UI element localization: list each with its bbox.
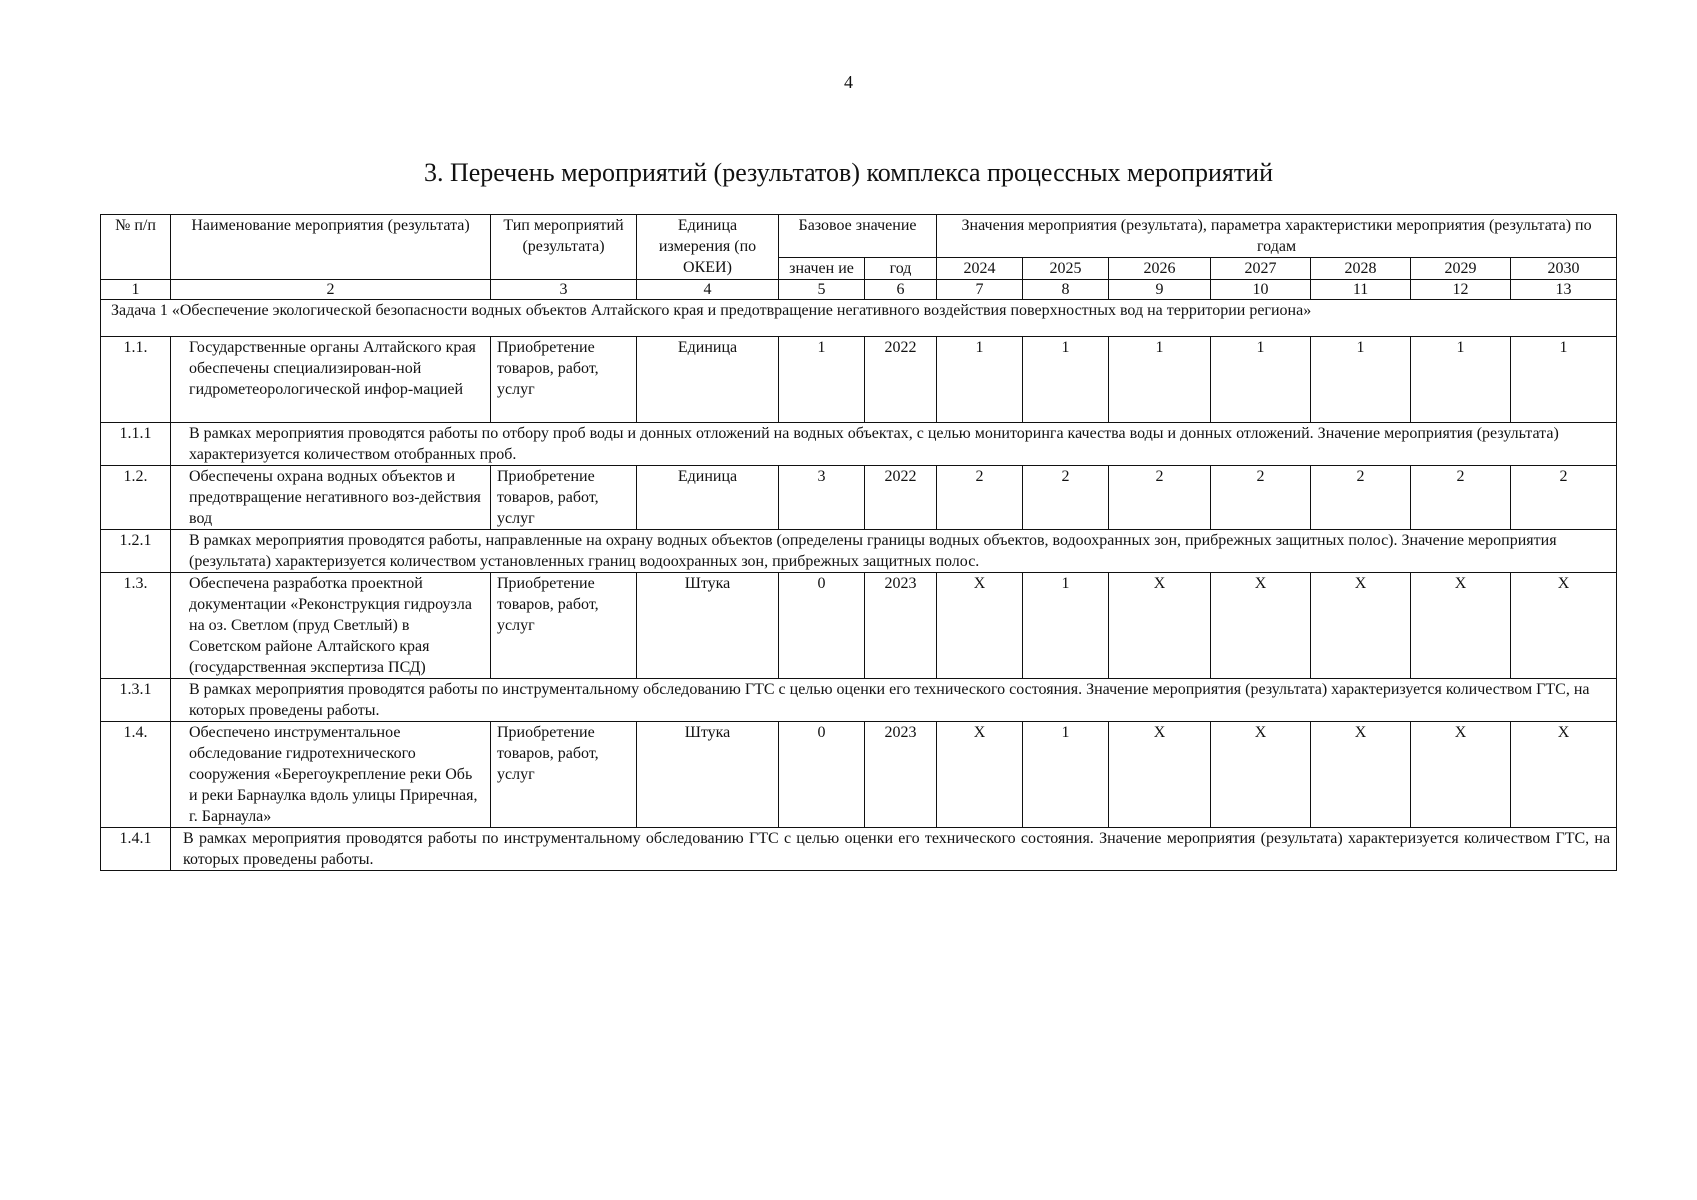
row-num: 1.4. [101,722,171,828]
row-value: Х [1211,722,1311,828]
row-value: 1 [1411,337,1511,423]
column-number: 2 [171,280,491,300]
row-unit: Штука [637,573,779,679]
description-text: В рамках мероприятия проводятся работы по инструментальному обследованию ГТС с целью оценки его технического состояния. Значение мероприятия (результата) характеризуется количеством ГТС, на которых проведены работы. [171,828,1617,871]
row-base-value: 0 [779,722,865,828]
header-num: № п/п [101,215,171,280]
row-value: 2 [1511,466,1617,530]
column-number: 10 [1211,280,1311,300]
description-num: 1.4.1 [101,828,171,871]
column-number-row [101,280,1617,300]
row-value: Х [1109,573,1211,679]
row-value: Х [1411,722,1511,828]
description-num: 1.1.1 [101,423,171,466]
header-base-year: год [865,258,937,280]
document-title: 3. Перечень мероприятий (результатов) комплекса процессных мероприятий [423,158,1274,187]
header-row-1 [101,215,1617,258]
row-type: Приобретение товаров, работ, услуг [491,722,637,828]
task-row [101,300,1617,337]
header-year: 2024 [937,258,1023,280]
header-year: 2026 [1109,258,1211,280]
row-base-value: 1 [779,337,865,423]
description-text: В рамках мероприятия проводятся работы по отбору проб воды и донных отложений на водных объектах, с целью мониторинга качества воды и донных отложений. Значение мероприятия (результата) характеризуется количеством отобранных проб. [171,423,1617,466]
row-num: 1.1. [101,337,171,423]
row-base-year: 2023 [865,573,937,679]
row-unit: Единица [637,466,779,530]
row-base-year: 2022 [865,466,937,530]
table-row [101,337,1617,423]
row-type: Приобретение товаров, работ, услуг [491,573,637,679]
row-value: 1 [1023,337,1109,423]
row-value: 2 [1023,466,1109,530]
row-value: 1 [1211,337,1311,423]
row-value: Х [1511,722,1617,828]
table-row [101,466,1617,530]
description-text: В рамках мероприятия проводятся работы, направленные на охрану водных объектов (определены границы водных объектов, водоохранных зон, прибрежных защитных полос). Значение мероприятия (результата) характеризуется количеством установленных границ водоохранных зон, прибрежных защитных полос. [171,530,1617,573]
row-name: Обеспечено инструментальное обследование гидротехнического сооружения «Берегоукрепление реки Обь и реки Барнаулка вдоль улицы Приречная, г. Барнаула» [171,722,491,828]
column-number: 8 [1023,280,1109,300]
table-row [101,573,1617,679]
row-value: 1 [1311,337,1411,423]
row-name: Обеспечены охрана водных объектов и предотвращение негативного воз-действия вод [171,466,491,530]
row-unit: Единица [637,337,779,423]
header-type: Тип мероприятий (результата) [491,215,637,280]
description-row [101,423,1617,466]
column-number: 11 [1311,280,1411,300]
column-number: 1 [101,280,171,300]
row-name: Государственные органы Алтайского края обеспечены специализирован-ной гидрометеорологической инфор-мацией [171,337,491,423]
row-value: 1 [1023,573,1109,679]
row-base-value: 0 [779,573,865,679]
row-type: Приобретение товаров, работ, услуг [491,466,637,530]
row-base-year: 2022 [865,337,937,423]
column-number: 9 [1109,280,1211,300]
header-unit: Единица измерения (по ОКЕИ) [637,215,779,280]
row-num: 1.3. [101,573,171,679]
description-num: 1.2.1 [101,530,171,573]
description-num: 1.3.1 [101,679,171,722]
header-year: 2025 [1023,258,1109,280]
row-value: Х [1411,573,1511,679]
row-value: 1 [937,337,1023,423]
header-year: 2028 [1311,258,1411,280]
header-base: Базовое значение [779,215,937,258]
row-type: Приобретение товаров, работ, услуг [491,337,637,423]
column-number: 12 [1411,280,1511,300]
description-row [101,530,1617,573]
column-number: 6 [865,280,937,300]
table-row [101,722,1617,828]
row-value: Х [1511,573,1617,679]
row-value: 2 [1411,466,1511,530]
header-values: Значения мероприятия (результата), параметра характеристики мероприятия (результата) по годам [937,215,1617,258]
row-value: Х [1109,722,1211,828]
row-unit: Штука [637,722,779,828]
column-number: 7 [937,280,1023,300]
description-text: В рамках мероприятия проводятся работы по инструментальному обследованию ГТС с целью оценки его технического состояния. Значение мероприятия (результата) характеризуется количеством ГТС, на которых проведены работы. [171,679,1617,722]
row-value: 1 [1109,337,1211,423]
row-base-value: 3 [779,466,865,530]
header-name: Наименование мероприятия (результата) [171,215,491,280]
events-table [100,214,1617,871]
column-number: 5 [779,280,865,300]
column-number: 3 [491,280,637,300]
row-value: Х [1211,573,1311,679]
description-row [101,679,1617,722]
row-value: 2 [937,466,1023,530]
header-year: 2029 [1411,258,1511,280]
row-value: 2 [1211,466,1311,530]
row-name: Обеспечена разработка проектной документации «Реконструкция гидроузла на оз. Светлом (пруд Светлый) в Советском районе Алтайского края (государственная экспертиза ПСД) [171,573,491,679]
task-text: Задача 1 «Обеспечение экологической безопасности водных объектов Алтайского края и предотвращение негативного воздействия поверхностных вод на территории региона» [101,300,1617,337]
row-num: 1.2. [101,466,171,530]
header-year: 2027 [1211,258,1311,280]
row-value: 2 [1311,466,1411,530]
row-value: Х [1311,573,1411,679]
header-year: 2030 [1511,258,1617,280]
row-base-year: 2023 [865,722,937,828]
row-value: Х [937,573,1023,679]
row-value: 1 [1511,337,1617,423]
description-row [101,828,1617,871]
header-base-value: значен ие [779,258,865,280]
page-number: 4 [844,72,853,92]
row-value: 1 [1023,722,1109,828]
row-value: Х [937,722,1023,828]
row-value: Х [1311,722,1411,828]
row-value: 2 [1109,466,1211,530]
column-number: 13 [1511,280,1617,300]
column-number: 4 [637,280,779,300]
